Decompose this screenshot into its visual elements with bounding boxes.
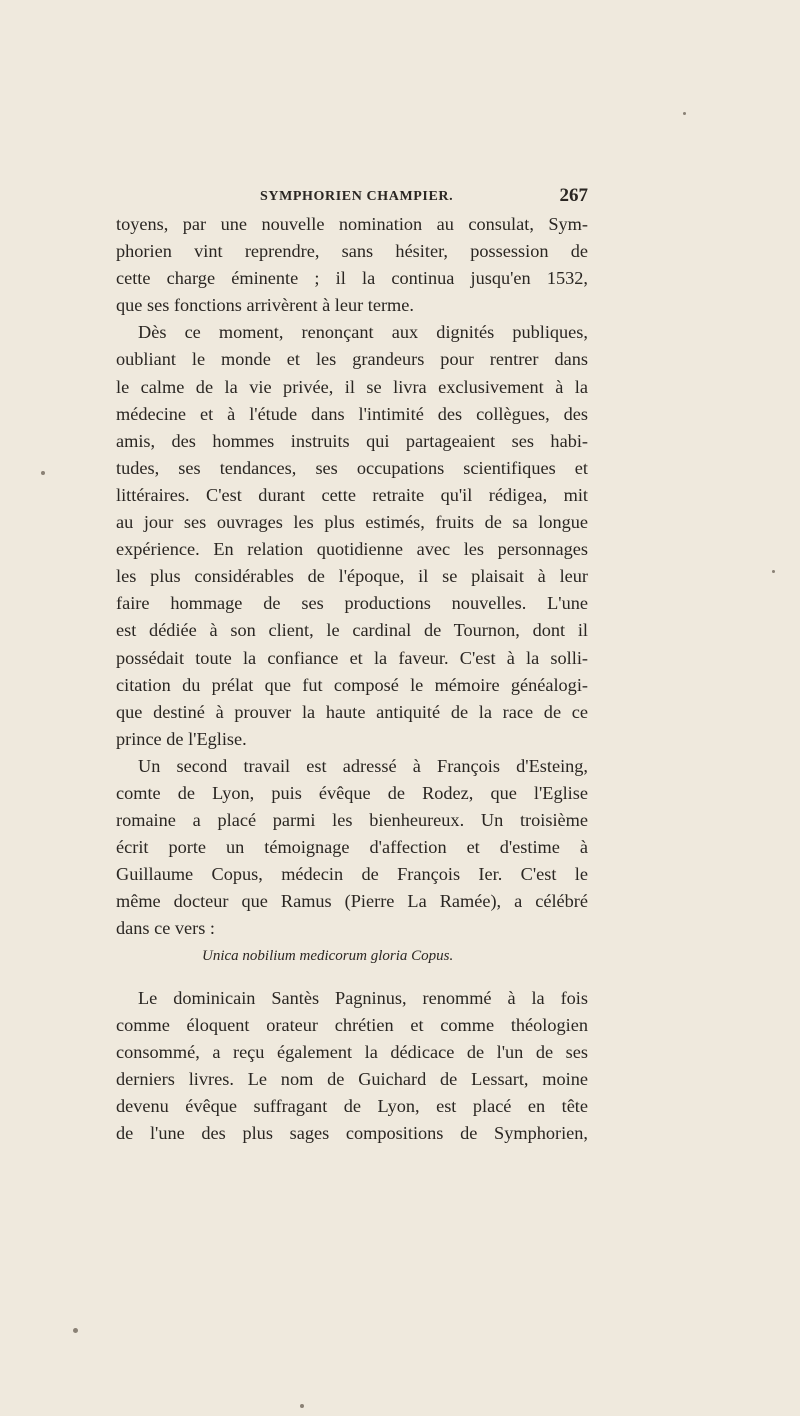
text-line: même docteur que Ramus (Pierre La Ramée), a célébré xyxy=(116,891,588,912)
text-line: dans ce vers : xyxy=(116,918,215,939)
text-line: oubliant le monde et les grandeurs pour rentrer dans xyxy=(116,349,588,370)
text-line: de l'une des plus sages compositions de Symphorien, xyxy=(116,1123,588,1143)
text-line: possédait toute la confiance et la faveur. C'est à la solli- xyxy=(116,647,588,668)
text-line: les plus considérables de l'époque, il se plaisait à leur xyxy=(116,566,588,587)
text-line: consommé, a reçu également la dédicace de l'un de ses xyxy=(116,1041,588,1062)
text-line: citation du prélat que fut composé le mémoire généalogi- xyxy=(116,674,588,695)
paper-speck xyxy=(73,1328,78,1333)
page-header xyxy=(116,184,588,210)
text-line: derniers livres. Le nom de Guichard de Lessart, moine xyxy=(116,1068,588,1089)
text-line: que destiné à prouver la haute antiquité de la race de ce xyxy=(116,701,588,722)
text-line: Le dominicain Santès Pagninus, renommé à la fois xyxy=(138,987,588,1008)
body-text xyxy=(116,211,588,1147)
text-line: expérience. En relation quotidienne avec les personnages xyxy=(116,539,588,560)
paper-speck xyxy=(683,112,686,115)
text-line: que ses fonctions arrivèrent à leur terme. xyxy=(116,295,414,316)
text-line: comme éloquent orateur chrétien et comme théologien xyxy=(116,1014,588,1035)
text-line: prince de l'Eglise. xyxy=(116,728,247,749)
text-line: le calme de la vie privée, il se livra exclusivement à la xyxy=(116,376,588,397)
text-line: devenu évêque suffragant de Lyon, est placé en tête xyxy=(116,1095,588,1116)
text-line: Dès ce moment, renonçant aux dignités publiques, xyxy=(138,322,588,343)
latin-quote: Unica nobilium medicorum gloria Copus. xyxy=(202,947,454,964)
text-line: médecine et à l'étude dans l'intimité des collègues, des xyxy=(116,403,588,424)
text-line: romaine a placé parmi les bienheureux. Un troisième xyxy=(116,810,588,831)
text-line: littéraires. C'est durant cette retraite qu'il rédigea, mit xyxy=(116,484,588,505)
spacer xyxy=(116,970,588,985)
text-line: phorien vint reprendre, sans hésiter, possession de xyxy=(116,241,588,262)
paper-speck xyxy=(41,471,45,475)
text-line: toyens, par une nouvelle nomination au consulat, Sym- xyxy=(116,214,588,234)
paper-speck xyxy=(772,570,775,573)
text-line: tudes, ses tendances, ses occupations scientifiques et xyxy=(116,457,588,478)
text-line: faire hommage de ses productions nouvelles. L'une xyxy=(116,593,588,614)
text-line: est dédiée à son client, le cardinal de Tournon, dont il xyxy=(116,620,588,641)
text-line: amis, des hommes instruits qui partageaient ses habi- xyxy=(116,430,588,451)
page-number: 267 xyxy=(559,185,588,206)
text-line: écrit porte un témoignage d'affection et d'estime à xyxy=(116,837,588,858)
text-line: cette charge éminente ; il la continua jusqu'en 1532, xyxy=(116,268,588,289)
text-line: Guillaume Copus, médecin de François Ier. C'est le xyxy=(116,864,588,885)
text-line: comte de Lyon, puis évêque de Rodez, que l'Eglise xyxy=(116,782,588,803)
paper-speck xyxy=(300,1404,304,1408)
text-line: au jour ses ouvrages les plus estimés, fruits de sa longue xyxy=(116,512,588,533)
text-line: Un second travail est adressé à François d'Esteing, xyxy=(138,755,588,776)
running-title: SYMPHORIEN CHAMPIER. xyxy=(260,189,454,204)
